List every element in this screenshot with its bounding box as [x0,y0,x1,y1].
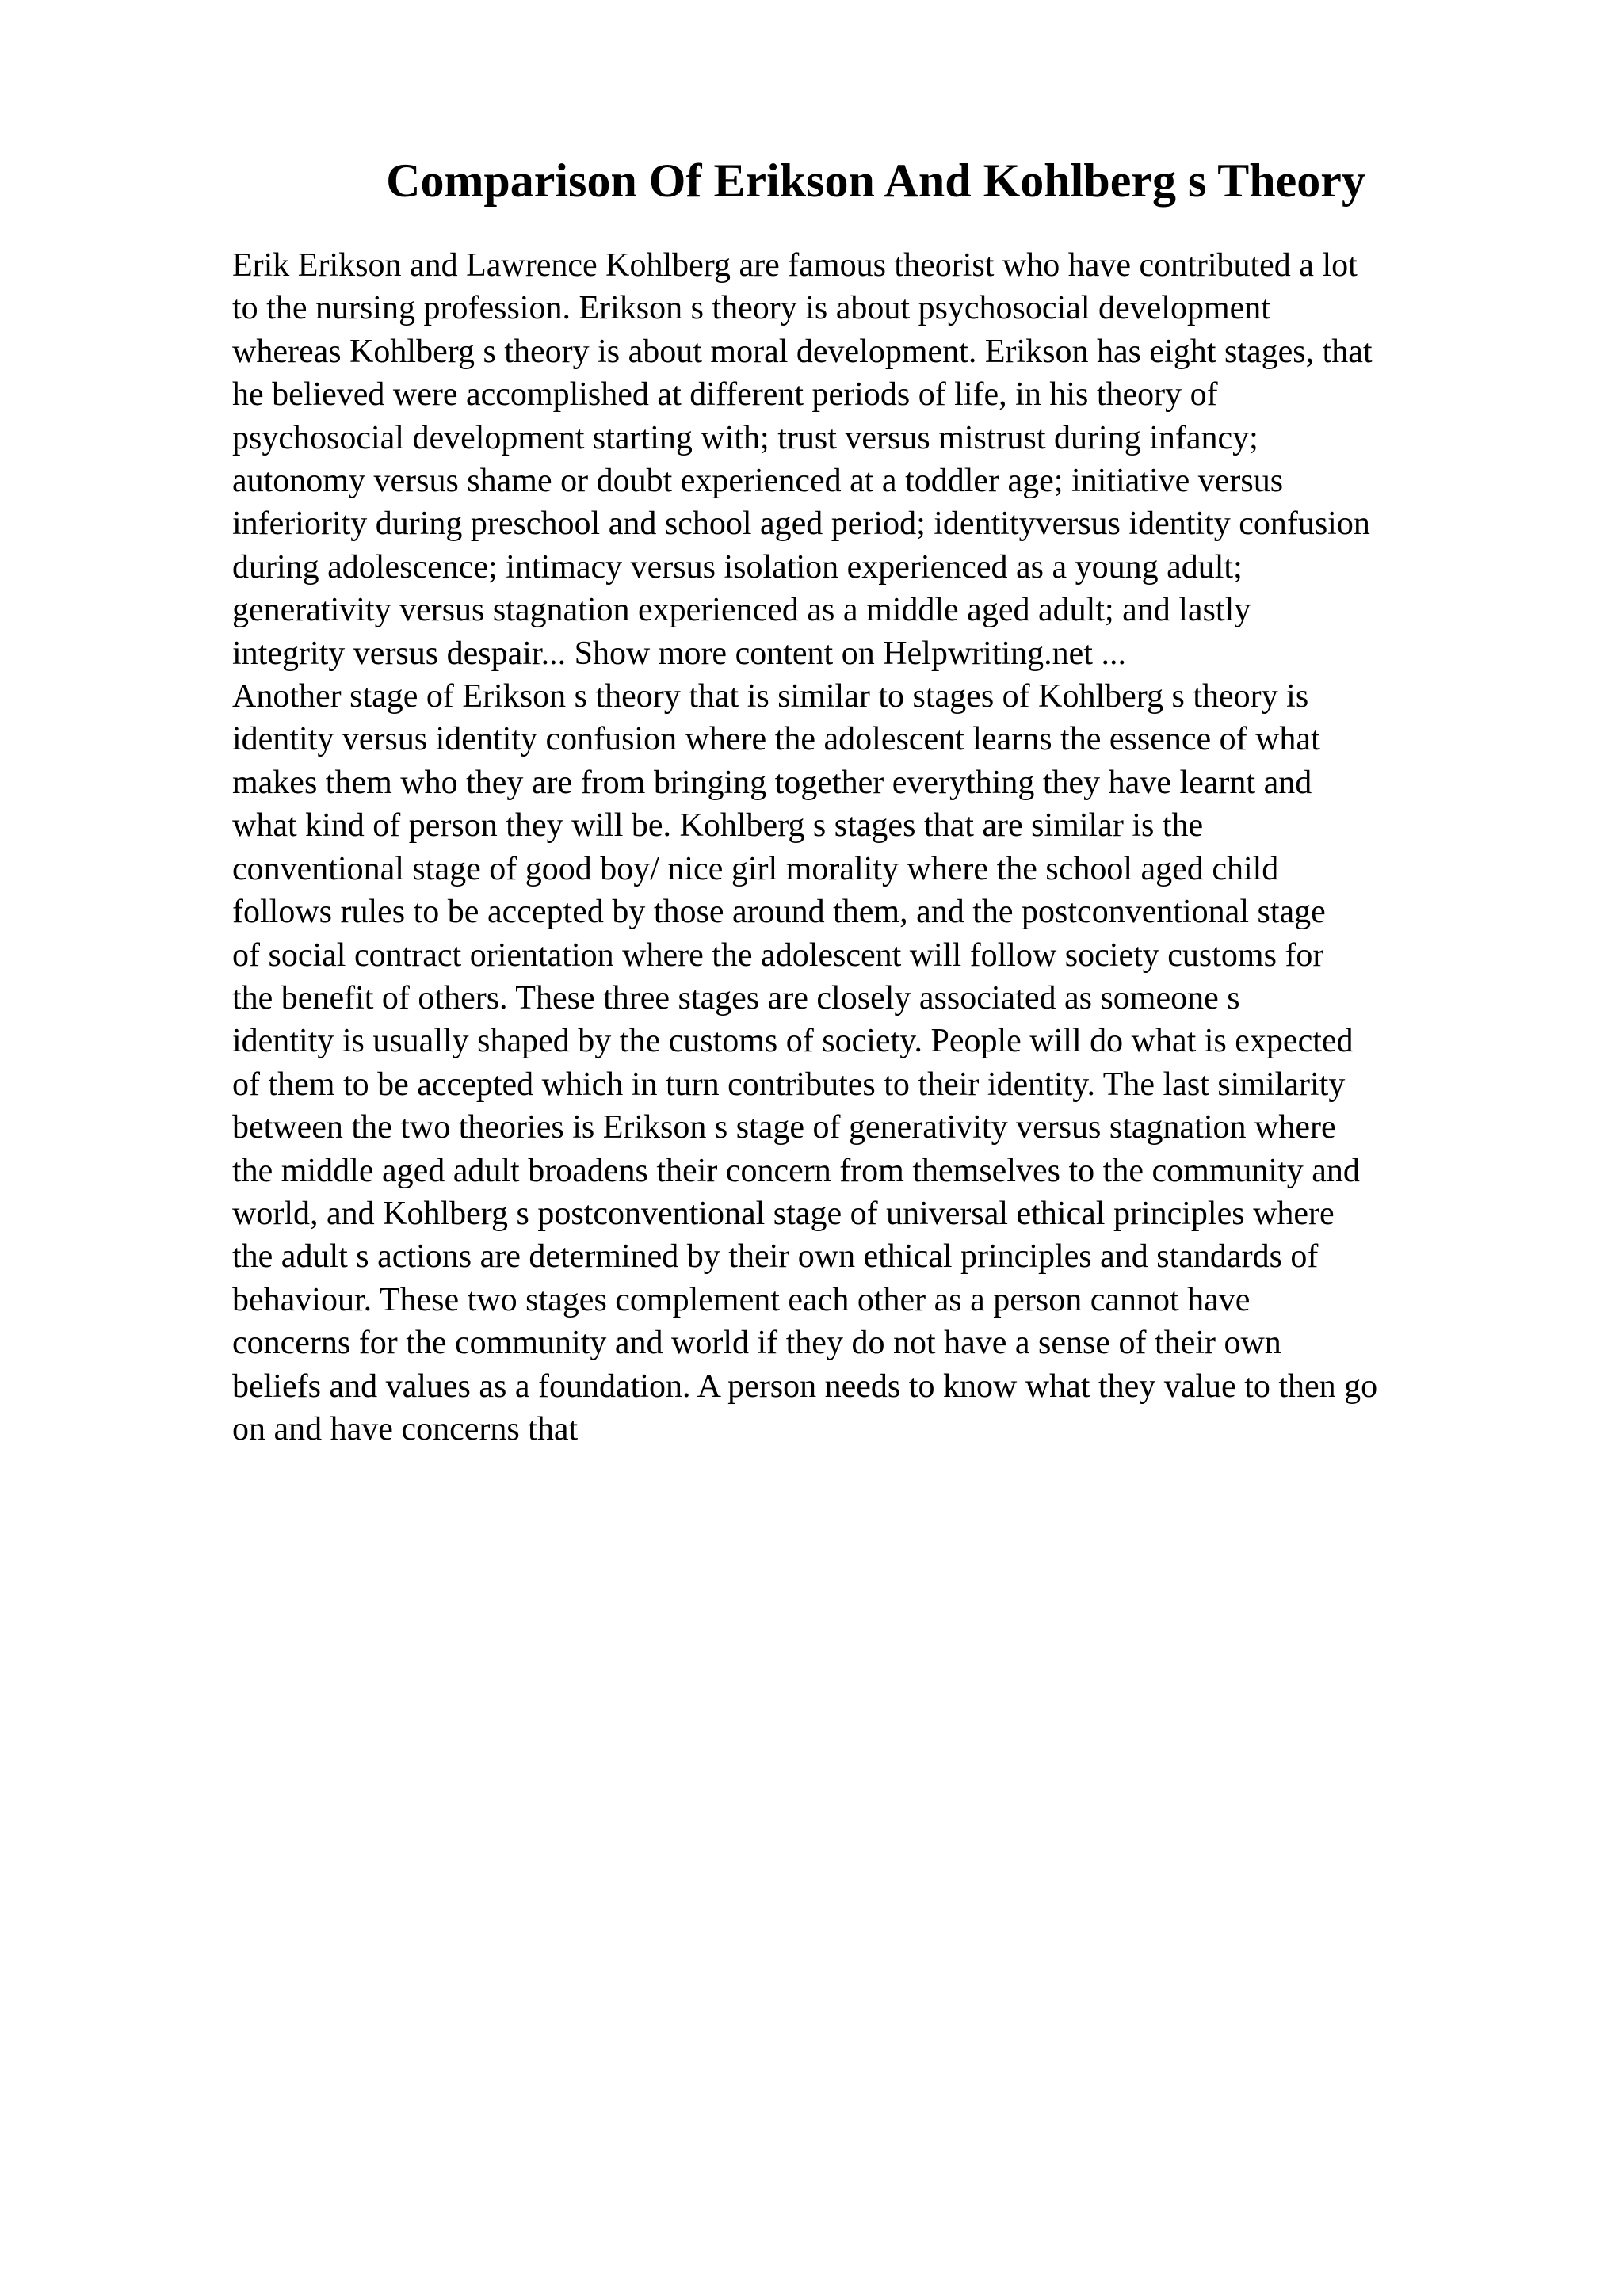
body-line: integrity versus despair... Show more content on Helpwriting.net ... [232,635,1126,672]
body-line: of them to be accepted which in turn contributes to their identity. The last similarity [232,1066,1346,1103]
body-line: follows rules to be accepted by those around them, and the postconventional stage [232,894,1326,931]
body-line: whereas Kohlberg s theory is about moral development. Erikson has eight stages, that [232,333,1373,370]
body-line: behaviour. These two stages complement each other as a person cannot have [232,1281,1251,1318]
body-line: to the nursing profession. Erikson s theory is about psychosocial development [232,290,1270,327]
body-line: the middle aged adult broadens their concern from themselves to the community and [232,1152,1360,1189]
body-line: he believed were accomplished at different periods of life, in his theory of [232,376,1218,414]
document-body [232,244,1579,1451]
body-line: makes them who they are from bringing together everything they have learnt and [232,764,1312,801]
body-line: between the two theories is Erikson s stage of generativity versus stagnation where [232,1109,1336,1146]
body-line: psychosocial development starting with; trust versus mistrust during infancy; [232,419,1258,456]
document-title: Comparison Of Erikson And Kohlberg s Theory [386,154,1365,207]
body-line: during adolescence; intimacy versus isolation experienced as a young adult; [232,548,1243,585]
body-line: Another stage of Erikson s theory that is similar to stages of Kohlberg s theory is [232,678,1309,715]
body-line: on and have concerns that [232,1410,579,1447]
body-line: generativity versus stagnation experienced as a middle aged adult; and lastly [232,592,1251,629]
body-line: the benefit of others. These three stages are closely associated as someone s [232,979,1240,1016]
body-line: conventional stage of good boy/ nice girl morality where the school aged child [232,850,1279,887]
body-line: inferiority during preschool and school aged period; identityversus identity confusion [232,505,1370,543]
body-line: concerns for the community and world if they do not have a sense of their own [232,1325,1281,1362]
body-line: of social contract orientation where the adolescent will follow society customs for [232,936,1324,974]
body-line: identity versus identity confusion where the adolescent learns the essence of what [232,721,1320,758]
body-line: identity is usually shaped by the customs of society. People will do what is expected [232,1023,1354,1060]
body-line: world, and Kohlberg s postconventional stage of universal ethical principles where [232,1195,1335,1232]
body-line: autonomy versus shame or doubt experienced at a toddler age; initiative versus [232,463,1284,500]
body-line: Erik Erikson and Lawrence Kohlberg are famous theorist who have contributed a lot [232,247,1358,284]
body-line: beliefs and values as a foundation. A person needs to know what they value to then go [232,1367,1378,1405]
body-line: what kind of person they will be. Kohlberg s stages that are similar is the [232,807,1204,845]
body-line: the adult s actions are determined by their own ethical principles and standards of [232,1238,1319,1276]
